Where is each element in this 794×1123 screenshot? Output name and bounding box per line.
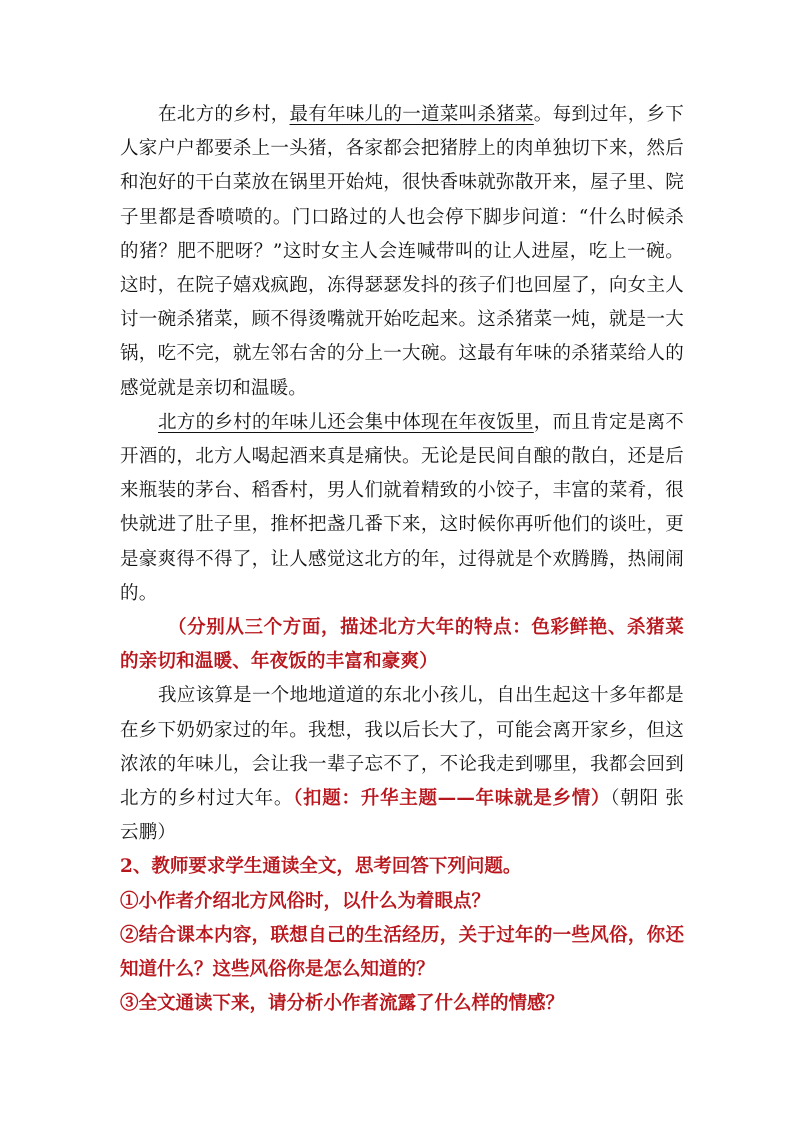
question-item: ③全文通读下来，请分析小作者流露了什么样的情感？ [120, 993, 565, 1015]
teacher-comment-inline: （扣题：升华主题——年味就是乡情） [293, 788, 611, 810]
question-heading: 2、教师要求学生通读全文，思考回答下列问题。 [120, 856, 522, 878]
underlined-phrase: 最有年味儿的一道菜叫杀猪菜 [289, 104, 534, 125]
teacher-comment: （分别从三个方面，描述北方大年的特点：色彩鲜艳、杀猪菜的亲切和温暖、年夜饭的丰富和豪爽） [120, 617, 684, 673]
question-item: ①小作者介绍北方风俗时，以什么为着眼点？ [120, 890, 491, 912]
underlined-phrase: 北方的乡村的年味儿还会集中体现在年夜饭里 [158, 411, 534, 433]
paragraph-conclusion [120, 679, 684, 850]
document-page [120, 98, 684, 1021]
text-segment: 我应该算是一个地地道道的东北小孩儿，自出生起这十多年都是在乡下奶奶家过的年。我想，我以后长大了，可能会离开家乡，但这浓浓的年味儿，会让我一辈子忘不了，不论我走到哪里，我都会回到北方的乡村过大年。 [120, 685, 684, 810]
author-credit: （朝阳 张云鹏） [120, 788, 684, 844]
paragraph-new-year-dinner [120, 406, 684, 611]
paragraph-pig-dish [120, 98, 684, 406]
text-segment: 在北方的乡村， [158, 104, 290, 125]
question-list [120, 850, 684, 1021]
text-segment: 。每到过年，乡下人家户户都要杀上一头猪，各家都会把猪脖上的肉单独切下来，然后和泡好的干白菜放在锅里开始炖，很快香味就弥散开来，屋子里、院子里都是香喷喷的。门口路过的人也会停下脚步问道：“什么时候杀的猪？肥不肥呀？”这时女主人会连喊带叫的让人进屋，吃上一碗。这时，在院子嬉戏疯跑，冻得瑟瑟发抖的孩子们也回屋了，向女主人讨一碗杀猪菜，顾不得烫嘴就开始吃起来。这杀猪菜一炖，就是一大锅，吃不完，就左邻右舍的分上一大碗。这最有年味的杀猪菜给人的感觉就是亲切和温暖。 [120, 104, 684, 399]
text-segment: ，而且肯定是离不开酒的，北方人喝起酒来真是痛快。无论是民间自酿的散白，还是后来瓶装的茅台、稻香村，男人们就着精致的小饺子，丰富的菜肴，很快就进了肚子里，推杯把盏几番下来，这时候你再听他们的谈吐，更是豪爽得不得了，让人感觉这北方的年，过得就是个欢腾腾，热闹闹的。 [120, 411, 684, 604]
question-item: ②结合课本内容，联想自己的生活经历，关于过年的一些风俗，你还知道什么？这些风俗你是怎么知道的？ [120, 924, 684, 981]
